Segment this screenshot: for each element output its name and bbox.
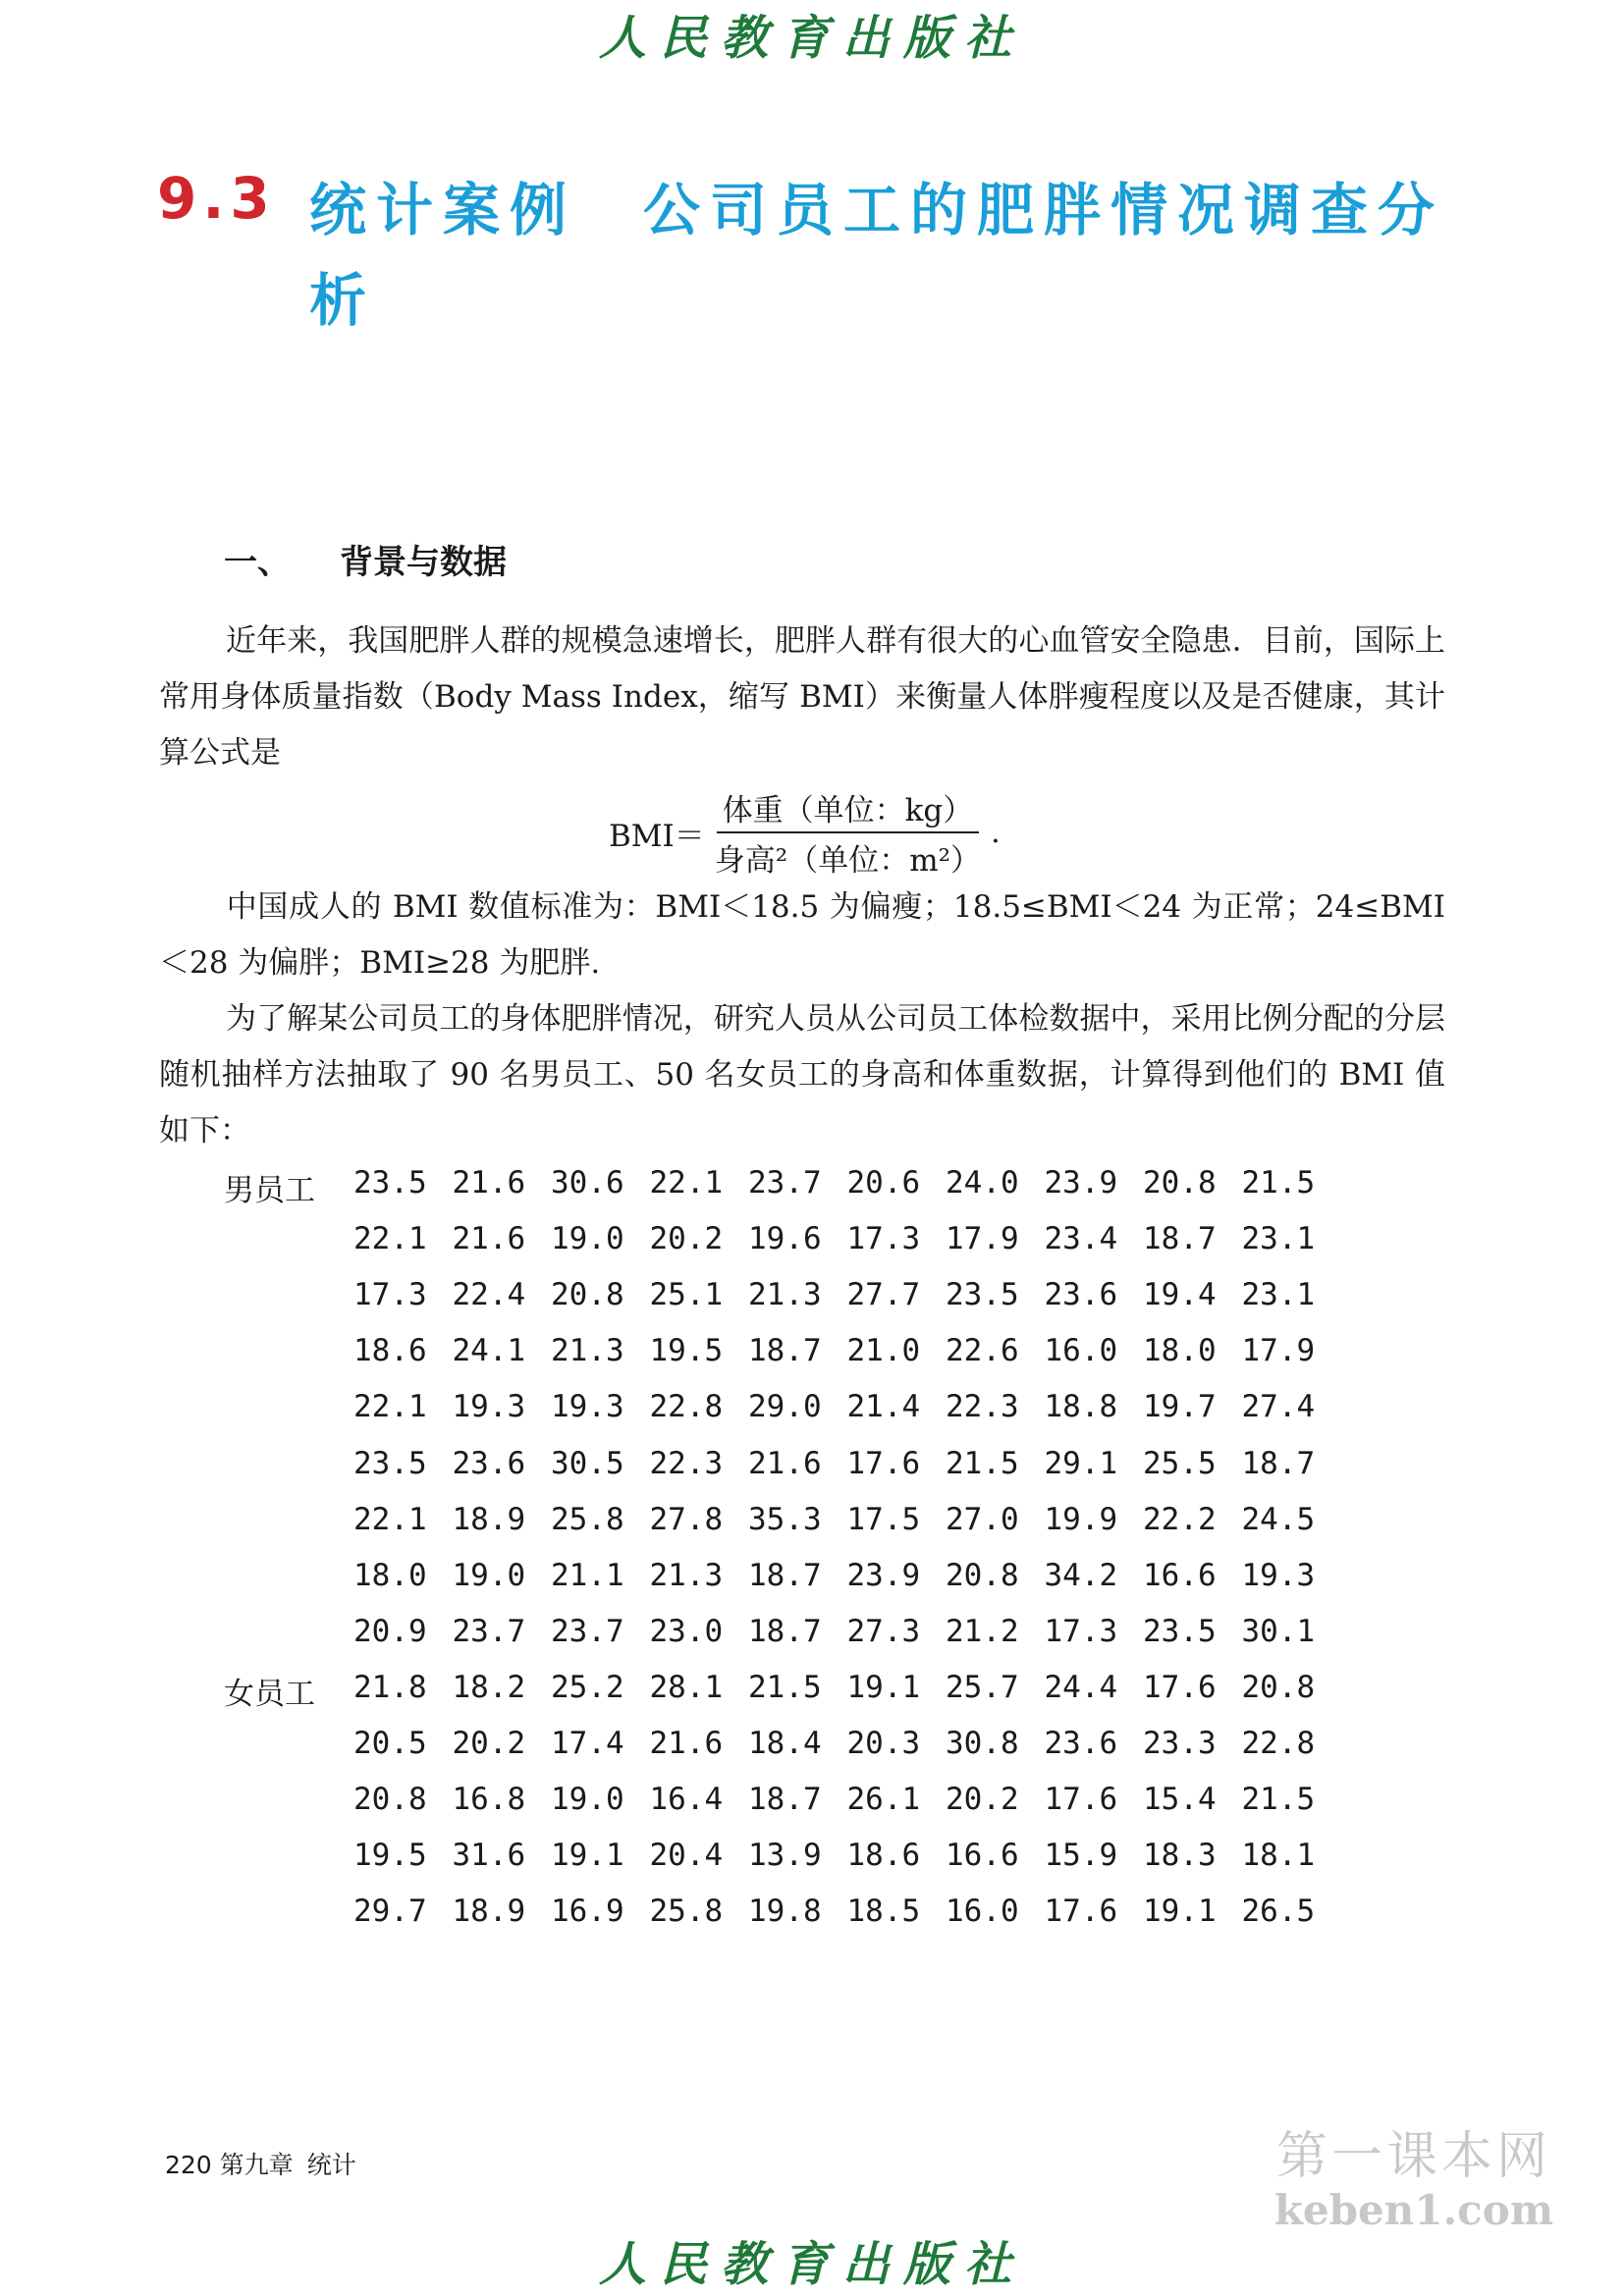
bmi-value: 18.9 [452, 1501, 526, 1537]
bmi-value: 17.3 [353, 1277, 427, 1313]
bmi-value: 20.8 [551, 1277, 624, 1313]
bmi-value: 17.6 [1044, 1782, 1118, 1818]
bmi-value: 23.5 [353, 1445, 427, 1481]
male-bmi-row [353, 1389, 1340, 1424]
bmi-value: 23.7 [452, 1613, 526, 1649]
bmi-value: 23.6 [452, 1445, 526, 1481]
bmi-value: 16.0 [1044, 1333, 1118, 1369]
bmi-value: 19.3 [452, 1389, 526, 1425]
bmi-value: 13.9 [748, 1838, 822, 1874]
bmi-value: 23.9 [1044, 1165, 1118, 1201]
bmi-value: 17.9 [946, 1221, 1019, 1257]
bmi-value: 22.4 [452, 1277, 526, 1313]
bmi-value: 18.7 [748, 1333, 822, 1369]
publisher-header: 人民教育出版社 [598, 11, 1025, 66]
bmi-value: 21.3 [649, 1557, 724, 1593]
bmi-value: 21.6 [748, 1445, 822, 1481]
bmi-value: 29.1 [1044, 1445, 1118, 1481]
bmi-value: 20.8 [946, 1557, 1019, 1593]
female-bmi-row [353, 1838, 1340, 1873]
bmi-value: 18.0 [1143, 1333, 1217, 1369]
bmi-value: 18.7 [748, 1613, 822, 1649]
bmi-value: 20.8 [1241, 1669, 1316, 1705]
bmi-value: 23.5 [353, 1165, 427, 1201]
bmi-value: 20.6 [846, 1165, 921, 1201]
chapter-topic: 统计 [306, 2151, 356, 2179]
bmi-value: 23.7 [551, 1613, 624, 1649]
section-number: 9.3 [157, 165, 276, 232]
bmi-value: 16.9 [551, 1894, 624, 1930]
bmi-value: 21.2 [946, 1613, 1019, 1649]
bmi-value: 21.5 [946, 1445, 1019, 1481]
bmi-value: 18.3 [1143, 1838, 1217, 1874]
bmi-value: 18.7 [1241, 1445, 1316, 1481]
bmi-value: 18.7 [1143, 1221, 1217, 1257]
bmi-value: 22.8 [1241, 1726, 1316, 1761]
bmi-value: 18.7 [748, 1782, 822, 1818]
formula-lhs: BMI＝ [609, 818, 705, 854]
formula-end: . [991, 815, 1001, 850]
page-number: 220 [165, 2151, 212, 2179]
female-label: 女员工 [224, 1677, 315, 1712]
bmi-value: 20.2 [649, 1221, 724, 1257]
bmi-value: 34.2 [1044, 1557, 1118, 1593]
bmi-value: 24.4 [1044, 1669, 1118, 1705]
paragraph-sampling-text: 为了解某公司员工的身体肥胖情况，研究人员从公司员工体检数据中，采用比例分配的分层随机抽样方法抽取了 90 名男员工、50 名女员工的身高和体重数据，计算得到他们的 BMI 值如下： [159, 1001, 1445, 1148]
bmi-value: 19.6 [748, 1221, 822, 1257]
bmi-value: 19.0 [551, 1782, 624, 1818]
watermark-cn: 第一课本网 [1275, 2127, 1551, 2186]
bmi-value: 17.6 [1143, 1669, 1217, 1705]
bmi-value: 27.4 [1241, 1389, 1316, 1425]
paragraph-sampling [159, 991, 1445, 1159]
male-bmi-row [353, 1614, 1340, 1649]
formula-fraction [709, 785, 987, 880]
male-bmi-row [353, 1558, 1340, 1593]
bmi-value: 19.1 [551, 1838, 624, 1874]
bmi-value: 23.7 [748, 1165, 822, 1201]
bmi-value: 25.7 [946, 1669, 1019, 1705]
bmi-value: 17.6 [1044, 1894, 1118, 1930]
bmi-value: 23.1 [1241, 1221, 1316, 1257]
bmi-value: 22.3 [649, 1445, 724, 1481]
male-bmi-row [353, 1502, 1340, 1537]
bmi-value: 19.0 [551, 1221, 624, 1257]
page-footer [165, 2146, 356, 2181]
paragraph-standard [159, 880, 1445, 991]
bmi-value: 23.0 [649, 1613, 724, 1649]
bmi-value: 21.3 [748, 1277, 822, 1313]
bmi-value: 16.6 [1143, 1557, 1217, 1593]
bmi-value: 24.5 [1241, 1501, 1316, 1537]
bmi-value: 19.3 [1241, 1557, 1316, 1593]
bmi-value: 19.9 [1044, 1501, 1118, 1537]
bmi-value: 21.5 [1241, 1165, 1316, 1201]
bmi-value: 30.8 [946, 1726, 1019, 1761]
paragraph-intro [159, 614, 1445, 781]
bmi-value: 24.0 [946, 1165, 1019, 1201]
bmi-formula [609, 785, 1001, 880]
bmi-value: 18.2 [452, 1669, 526, 1705]
bmi-value: 25.8 [551, 1501, 624, 1537]
subsection-heading [224, 535, 507, 583]
bmi-value: 28.1 [649, 1669, 724, 1705]
bmi-value: 23.3 [1143, 1726, 1217, 1761]
bmi-value: 29.7 [353, 1894, 427, 1930]
bmi-value: 22.6 [946, 1333, 1019, 1369]
bmi-value: 16.4 [649, 1782, 724, 1818]
bmi-value: 20.4 [649, 1838, 724, 1874]
bmi-value: 18.4 [748, 1726, 822, 1761]
bmi-value: 18.6 [846, 1838, 921, 1874]
bmi-value: 23.9 [846, 1557, 921, 1593]
bmi-value: 23.6 [1044, 1277, 1118, 1313]
bmi-value: 19.7 [1143, 1389, 1217, 1425]
bmi-value: 25.5 [1143, 1445, 1217, 1481]
bmi-value: 18.5 [846, 1894, 921, 1930]
bmi-value: 19.1 [846, 1669, 921, 1705]
section-title: 统计案例 公司员工的肥胖情况调查分析 [309, 177, 1445, 334]
bmi-value: 16.6 [946, 1838, 1019, 1874]
female-bmi-row [353, 1670, 1340, 1705]
subsection-title: 背景与数据 [340, 543, 507, 582]
bmi-value: 25.8 [649, 1894, 724, 1930]
bmi-value: 18.6 [353, 1333, 427, 1369]
bmi-value: 26.5 [1241, 1894, 1316, 1930]
bmi-value: 25.1 [649, 1277, 724, 1313]
male-bmi-row [353, 1446, 1340, 1481]
bmi-value: 23.5 [1143, 1613, 1217, 1649]
bmi-value: 30.6 [551, 1165, 624, 1201]
bmi-value: 27.7 [846, 1277, 921, 1313]
bmi-value: 21.6 [649, 1726, 724, 1761]
bmi-value: 17.6 [846, 1445, 921, 1481]
bmi-value: 20.5 [353, 1726, 427, 1761]
bmi-value: 29.0 [748, 1389, 822, 1425]
bmi-value: 23.5 [946, 1277, 1019, 1313]
bmi-value: 22.2 [1143, 1501, 1217, 1537]
bmi-value: 31.6 [452, 1838, 526, 1874]
bmi-value: 18.0 [353, 1557, 427, 1593]
publisher-footer: 人民教育出版社 [598, 2237, 1025, 2292]
bmi-value: 17.9 [1241, 1333, 1316, 1369]
bmi-value: 20.8 [1143, 1165, 1217, 1201]
bmi-value: 17.5 [846, 1501, 921, 1537]
bmi-value: 23.4 [1044, 1221, 1118, 1257]
bmi-value: 21.5 [748, 1669, 822, 1705]
bmi-value: 35.3 [748, 1501, 822, 1537]
formula-denominator: 身高²（单位：m²） [714, 843, 982, 879]
bmi-value: 30.5 [551, 1445, 624, 1481]
bmi-value: 21.5 [1241, 1782, 1316, 1818]
male-bmi-row [353, 1333, 1340, 1368]
bmi-value: 19.4 [1143, 1277, 1217, 1313]
bmi-value: 19.3 [551, 1389, 624, 1425]
bmi-value: 30.1 [1241, 1613, 1316, 1649]
bmi-value: 20.2 [452, 1726, 526, 1761]
bmi-value: 27.3 [846, 1613, 921, 1649]
bmi-value: 21.4 [846, 1389, 921, 1425]
site-watermark [1267, 2128, 1561, 2234]
bmi-value: 15.9 [1044, 1838, 1118, 1874]
bmi-value: 17.4 [551, 1726, 624, 1761]
female-bmi-row [353, 1782, 1340, 1817]
bmi-value: 25.2 [551, 1669, 624, 1705]
female-bmi-row [353, 1726, 1340, 1761]
bmi-value: 22.1 [353, 1501, 427, 1537]
paragraph-intro-text: 近年来，我国肥胖人群的规模急速增长，肥胖人群有很大的心血管安全隐患．目前，国际上常用身体质量指数（Body Mass Index，缩写 BMI）来衡量人体胖瘦程度以及是否健康，其计算公式是 [159, 623, 1445, 771]
bmi-value: 22.1 [649, 1165, 724, 1201]
bmi-value: 19.8 [748, 1894, 822, 1930]
bmi-value: 26.1 [846, 1782, 921, 1818]
bmi-value: 21.3 [551, 1333, 624, 1369]
bmi-value: 19.1 [1143, 1894, 1217, 1930]
bmi-value: 22.8 [649, 1389, 724, 1425]
male-bmi-row [353, 1165, 1340, 1201]
bmi-value: 27.8 [649, 1501, 724, 1537]
bmi-value: 16.0 [946, 1894, 1019, 1930]
bmi-value: 16.8 [452, 1782, 526, 1818]
bmi-value: 21.8 [353, 1669, 427, 1705]
bmi-value: 22.1 [353, 1389, 427, 1425]
bmi-value: 21.0 [846, 1333, 921, 1369]
bmi-value: 21.1 [551, 1557, 624, 1593]
bmi-value: 22.1 [353, 1221, 427, 1257]
female-bmi-row [353, 1894, 1340, 1929]
bmi-value: 19.0 [452, 1557, 526, 1593]
bmi-value: 20.2 [946, 1782, 1019, 1818]
bmi-value: 20.3 [846, 1726, 921, 1761]
paragraph-standard-text: 中国成人的 BMI 数值标准为：BMI＜18.5 为偏瘦；18.5≤BMI＜24 为正常；24≤BMI＜28 为偏胖；BMI≥28 为肥胖. [159, 889, 1445, 981]
bmi-value: 18.9 [452, 1894, 526, 1930]
bmi-value: 24.1 [452, 1333, 526, 1369]
male-label: 男员工 [224, 1173, 315, 1208]
chapter-label: 第九章 [219, 2151, 294, 2179]
formula-numerator: 体重（单位：kg） [717, 785, 980, 833]
bmi-value: 18.7 [748, 1557, 822, 1593]
watermark-url: keben1.com [1273, 2185, 1554, 2234]
bmi-value: 17.3 [1044, 1613, 1118, 1649]
subsection-number: 一、 [224, 543, 291, 582]
bmi-value: 23.1 [1241, 1277, 1316, 1313]
male-bmi-row [353, 1221, 1340, 1256]
bmi-value: 17.3 [846, 1221, 921, 1257]
bmi-value: 27.0 [946, 1501, 1019, 1537]
bmi-value: 15.4 [1143, 1782, 1217, 1818]
bmi-value: 22.3 [946, 1389, 1019, 1425]
bmi-value: 18.8 [1044, 1389, 1118, 1425]
bmi-value: 20.8 [353, 1782, 427, 1818]
bmi-value: 20.9 [353, 1613, 427, 1649]
bmi-value: 21.6 [452, 1221, 526, 1257]
bmi-value: 23.6 [1044, 1726, 1118, 1761]
bmi-value: 21.6 [452, 1165, 526, 1201]
bmi-value: 18.1 [1241, 1838, 1316, 1874]
bmi-value: 19.5 [353, 1838, 427, 1874]
male-bmi-row [353, 1277, 1340, 1312]
bmi-value: 19.5 [649, 1333, 724, 1369]
